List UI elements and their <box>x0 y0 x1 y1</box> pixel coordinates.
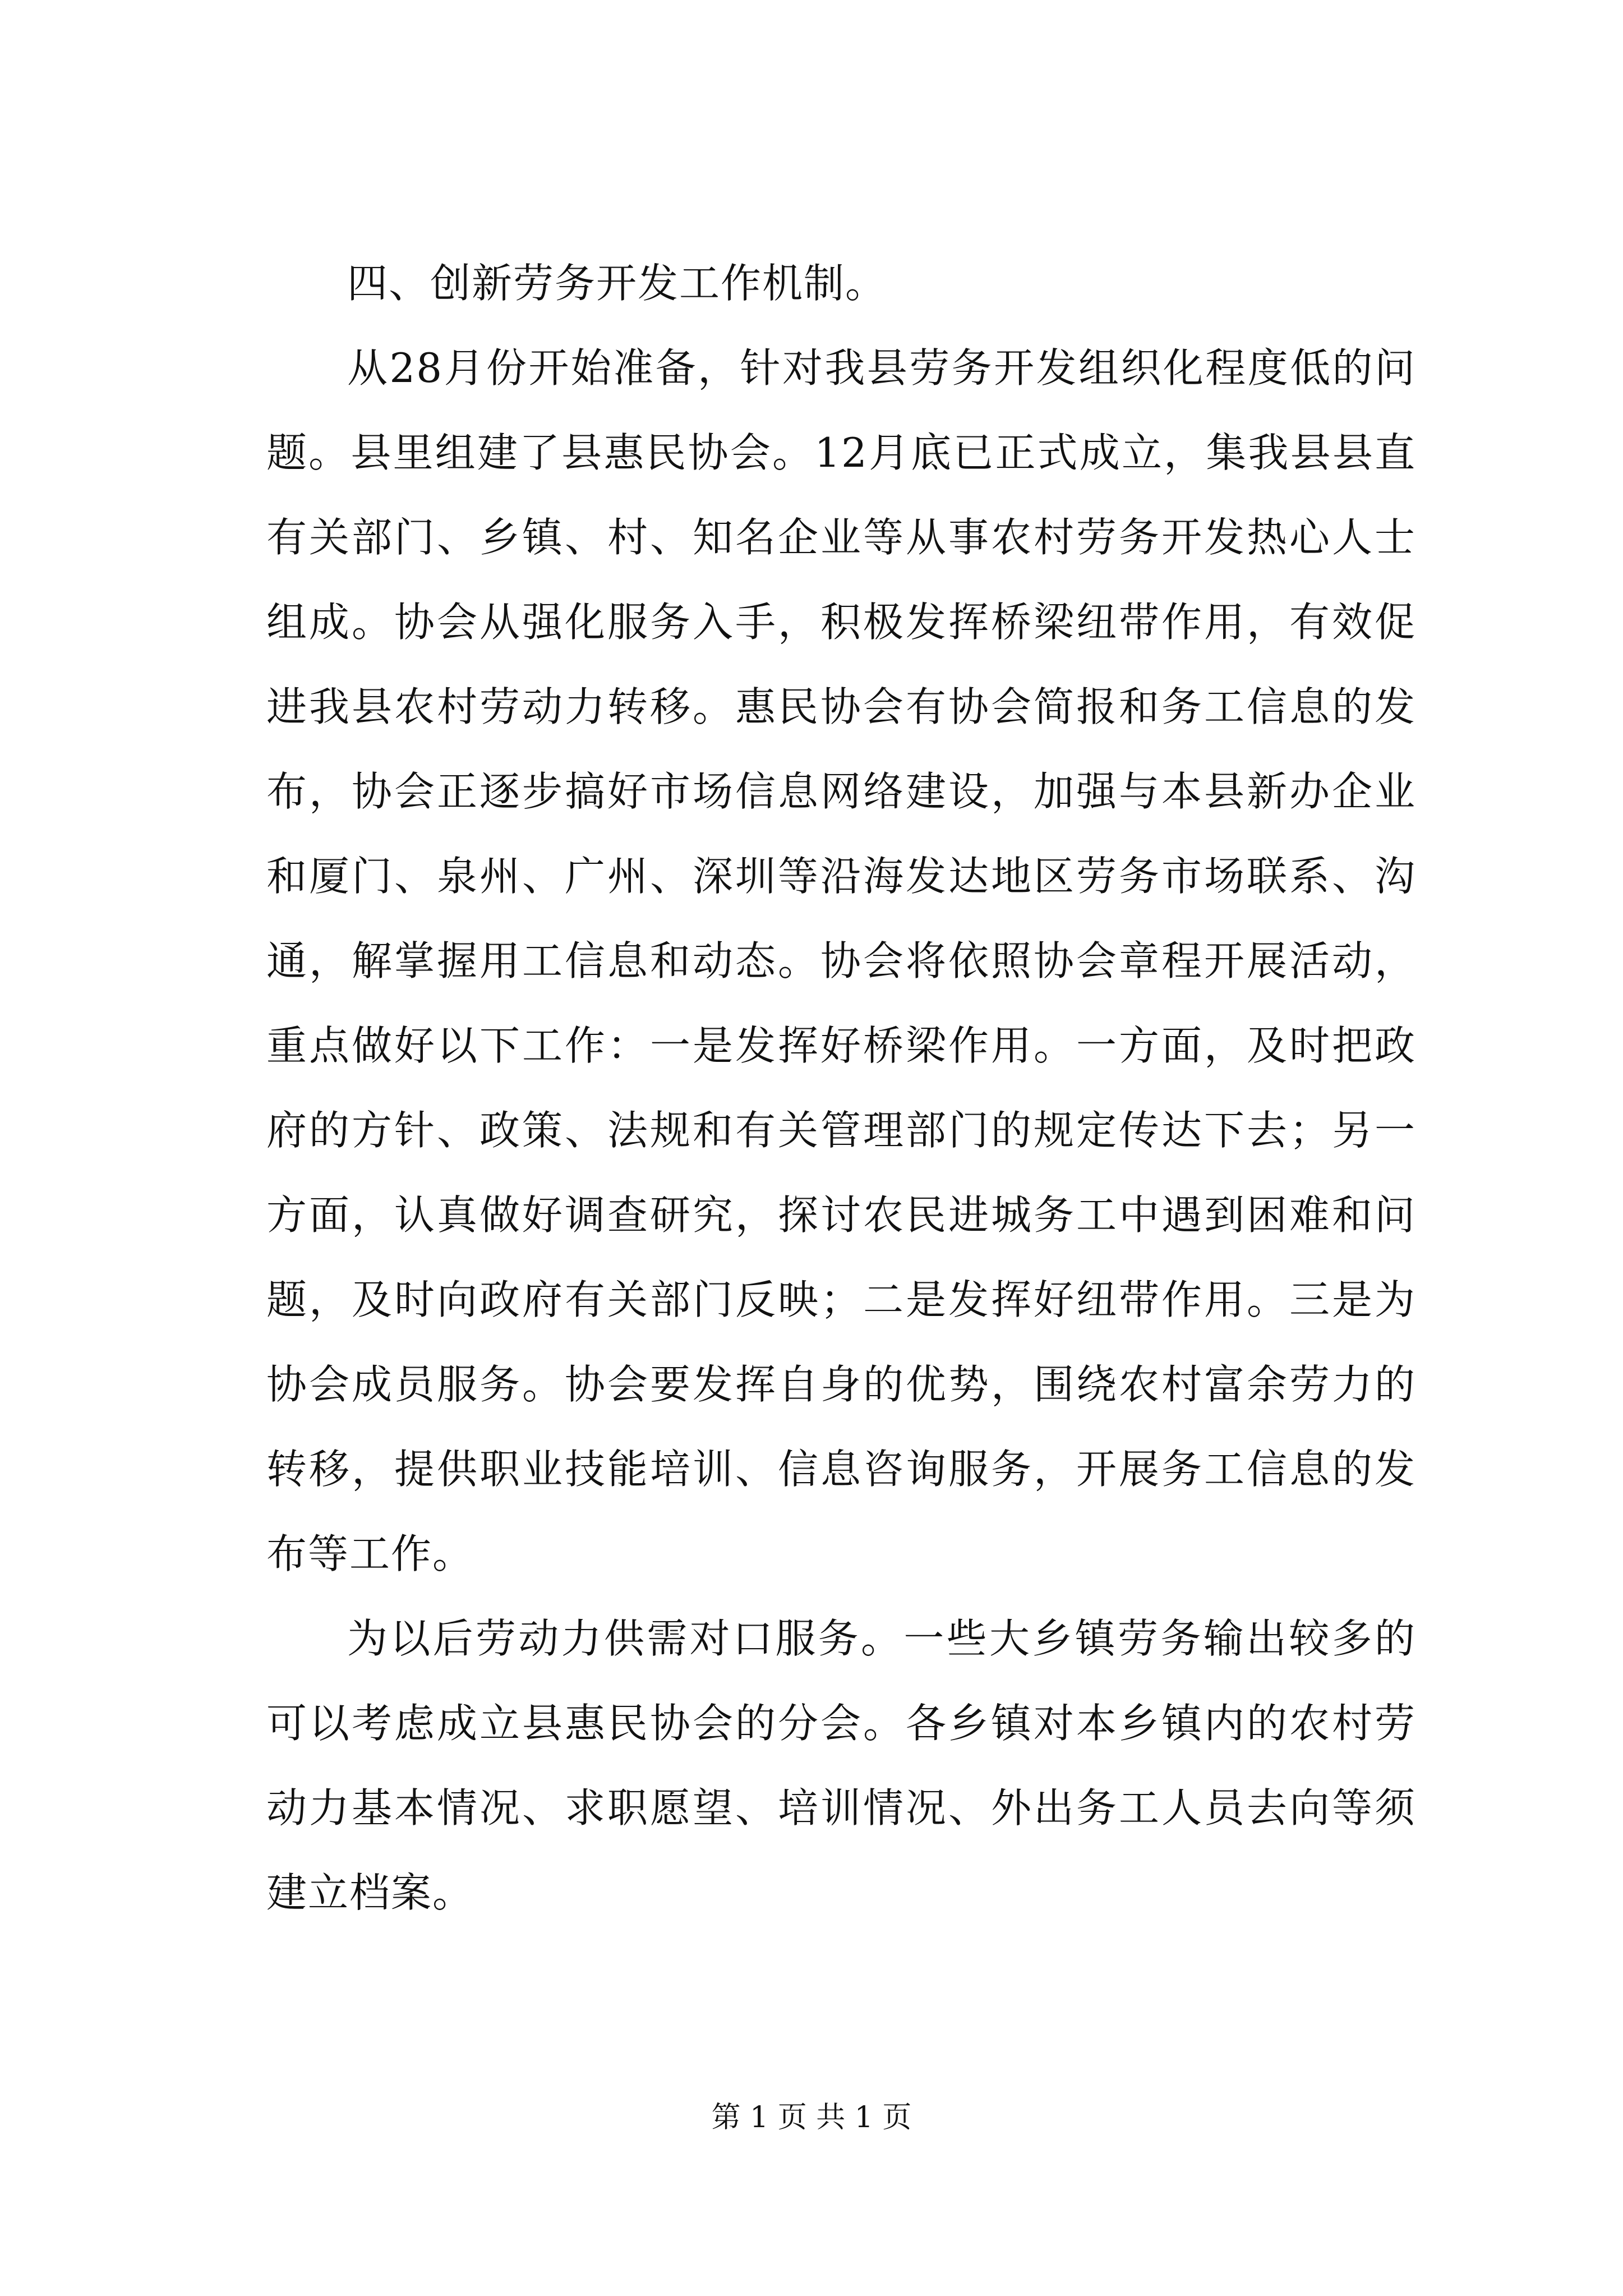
document-body <box>266 241 1416 1935</box>
section-heading: 四、创新劳务开发工作机制。 <box>347 260 887 307</box>
paragraph-2: 为以后劳动力供需对口服务。一些大乡镇劳务输出较多的可以考虑成立县惠民协会的分会。各乡镇对本乡镇内的农村劳动力基本情况、求职愿望、培训情况、外出务工人员去向等须建立档案。 <box>266 1615 1416 1916</box>
paragraph-1: 从28月份开始准备，针对我县劳务开发组织化程度低的问题。县里组建了县惠民协会。12月底已正式成立，集我县县直有关部门、乡镇、村、知名企业等从事农村劳务开发热心人士组成。协会从强化服务入手，积极发挥桥梁纽带作用，有效促进我县农村劳动力转移。惠民协会有协会简报和务工信息的发布，协会正逐步搞好市场信息网络建设，加强与本县新办企业和厦门、泉州、广州、深圳等沿海发达地区劳务市场联系、沟通，解掌握用工信息和动态。协会将依照协会章程开展活动，重点做好以下工作：一是发挥好桥梁作用。一方面，及时把政府的方针、政策、法规和有关管理部门的规定传达下去；另一方面，认真做好调查研究，探讨农民进城务工中遇到困难和问题，及时向政府有关部门反映；二是发挥好纽带作用。三是为协会成员服务。协会要发挥自身的优势，围绕农村富余劳力的转移，提供职业技能培训、信息咨询服务，开展务工信息的发布等工作。 <box>266 344 1416 1577</box>
page-footer: 第 1 页 共 1 页 <box>711 2101 912 2134</box>
